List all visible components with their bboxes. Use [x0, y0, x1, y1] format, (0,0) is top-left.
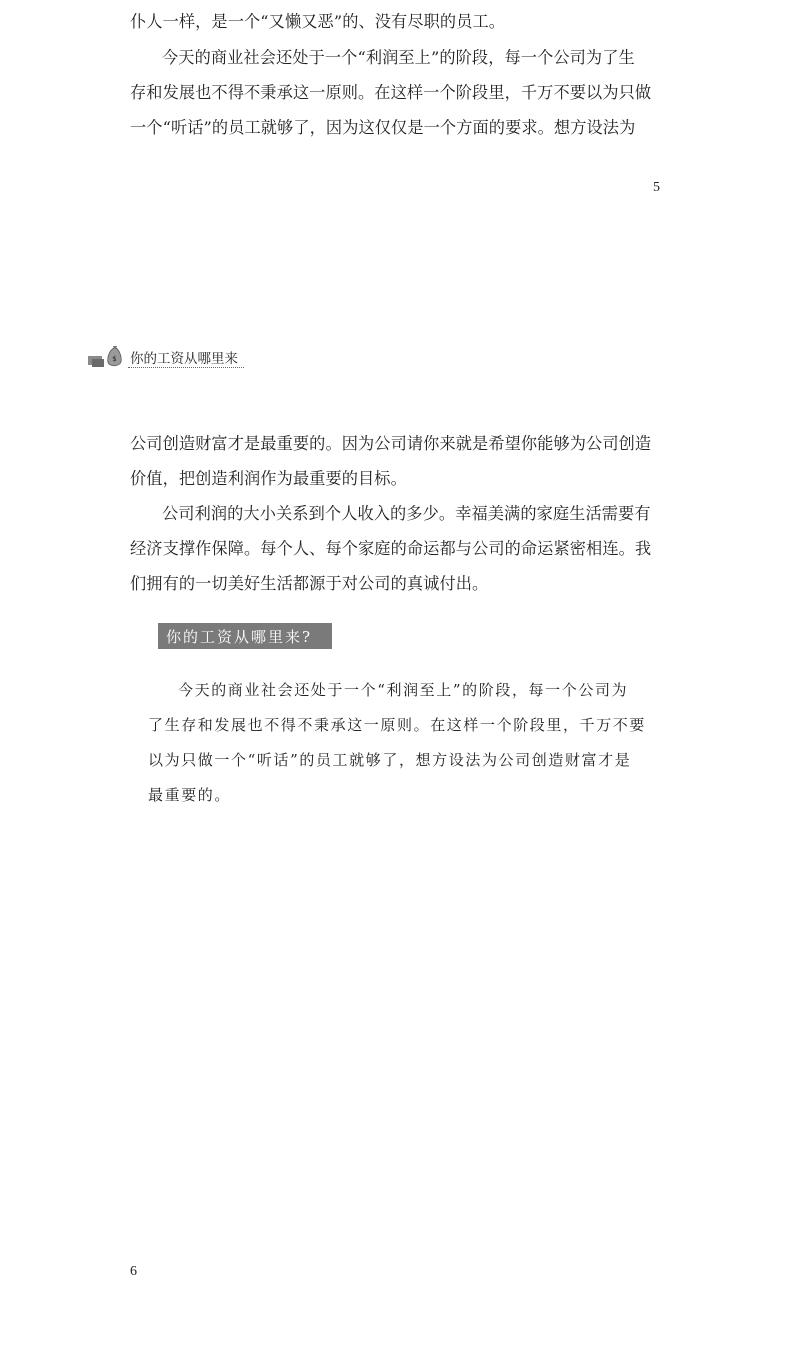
- page-number: 6: [130, 1264, 137, 1279]
- running-header-title: 你的工资从哪里来: [130, 351, 238, 367]
- svg-text:$: $: [112, 355, 117, 363]
- callout-line: 今天的商业社会还处于一个“利润至上”的阶段，每一个公司为: [178, 681, 629, 699]
- callout-line: 最重要的。: [148, 786, 232, 804]
- text-line: 公司利润的大小关系到个人收入的多少。幸福美满的家庭生活需要有: [162, 504, 651, 523]
- text-line: 公司创造财富才是最重要的。因为公司请你来就是希望你能够为公司创造: [130, 434, 652, 453]
- text-line: 价值，把创造利润作为最重要的目标。: [130, 469, 407, 488]
- text-line: 经济支撑作保障。每个人、每个家庭的命运都与公司的命运紧密相连。我: [130, 539, 652, 558]
- callout-line: 以为只做一个“听话”的员工就够了，想方设法为公司创造财富才是: [148, 751, 632, 769]
- text-line: 今天的商业社会还处于一个“利润至上”的阶段，每一个公司为了生: [162, 48, 635, 67]
- page-number: 5: [653, 180, 660, 195]
- text-line: 一个“听话”的员工就够了，因为这仅仅是一个方面的要求。想方设法为: [130, 118, 636, 137]
- callout-heading-text: 你的工资从哪里来?: [166, 628, 313, 646]
- callout-heading: [158, 623, 332, 649]
- text-line: 们拥有的一切美好生活都源于对公司的真诚付出。: [130, 574, 489, 593]
- text-line: 存和发展也不得不秉承这一原则。在这样一个阶段里，千万不要以为只做: [130, 83, 652, 102]
- text-line: 仆人一样，是一个“又懒又恶”的、没有尽职的员工。: [130, 12, 506, 31]
- callout-line: 了生存和发展也不得不秉承这一原则。在这样一个阶段里，千万不要: [148, 716, 647, 734]
- running-header: [88, 342, 244, 370]
- money-bag-icon: [88, 342, 128, 370]
- header-rule: [128, 367, 244, 368]
